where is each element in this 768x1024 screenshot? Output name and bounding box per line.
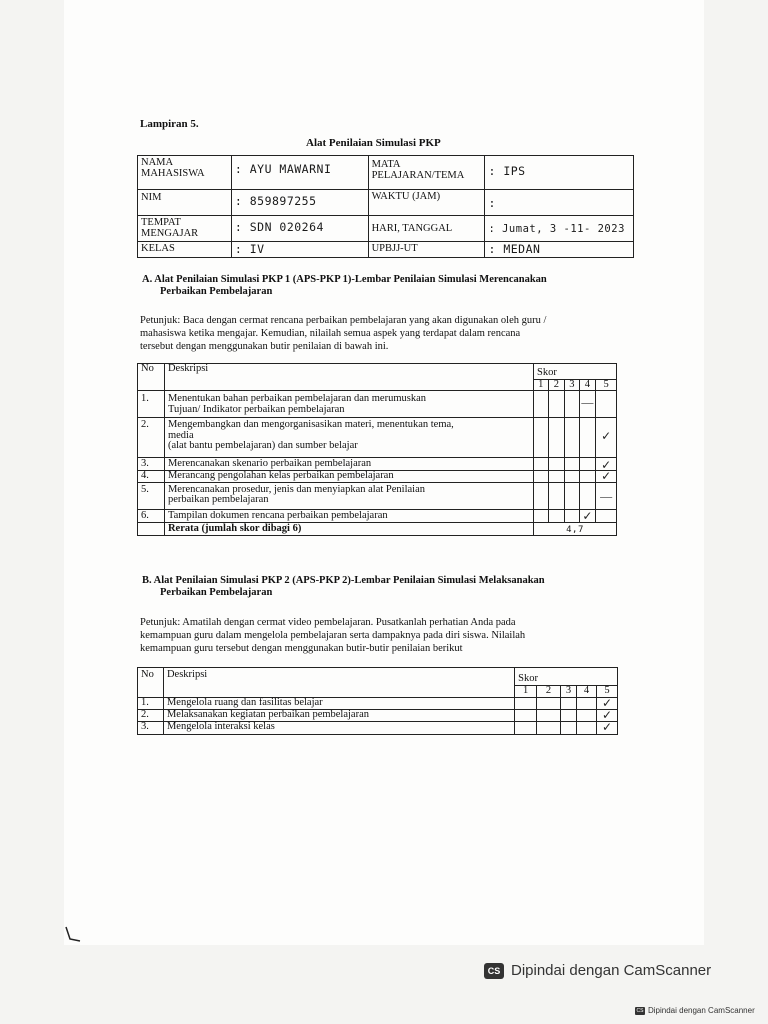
score-5: 5 bbox=[596, 379, 617, 391]
table-row bbox=[138, 471, 617, 483]
lampiran-label: Lampiran 5. bbox=[140, 118, 199, 130]
row-no: 1. bbox=[138, 698, 164, 710]
camscanner-logo-icon: CS bbox=[484, 963, 504, 979]
table-row bbox=[138, 722, 618, 735]
row-desc: Merencanakan skenario perbaikan pembelajaran bbox=[164, 458, 533, 471]
kelas-value: : IV bbox=[231, 242, 368, 258]
mapel-value: : IPS bbox=[485, 156, 634, 190]
table-row bbox=[138, 458, 617, 471]
hari-value: : Jumat, 3 -11- 2023 bbox=[485, 216, 634, 242]
nim-value: : 859897255 bbox=[231, 190, 368, 216]
check-mark: ✓ bbox=[596, 418, 617, 458]
table-row bbox=[138, 710, 618, 722]
table-row bbox=[138, 391, 617, 418]
assessment-table-a bbox=[137, 363, 617, 536]
row-no: 6. bbox=[138, 509, 165, 522]
score-4: 4 bbox=[579, 379, 596, 391]
waktu-label: WAKTU (JAM) bbox=[368, 190, 485, 216]
mapel-label: MATA PELAJARAN/TEMA bbox=[368, 156, 485, 190]
section-a-petunjuk-3: tersebut dengan menggunakan butir penilaian di bawah ini. bbox=[140, 341, 389, 352]
score-3: 3 bbox=[565, 379, 580, 391]
section-b-heading-1: B. Alat Penilaian Simulasi PKP 2 (APS-PKP 2)-Lembar Penilaian Simulasi Melaksanakan bbox=[142, 575, 545, 586]
section-b-petunjuk-1: Petunjuk: Amatilah dengan cermat video pembelajaran. Pusatkanlah perhatian Anda pada bbox=[140, 617, 516, 628]
score-2: 2 bbox=[548, 379, 565, 391]
section-a-heading-2: Perbaikan Pembelajaran bbox=[160, 286, 273, 297]
upbjj-value: : MEDAN bbox=[485, 242, 634, 258]
score-3: 3 bbox=[561, 686, 577, 698]
nama-label: NAMA MAHASISWA bbox=[138, 156, 232, 190]
row-desc: Mengelola ruang dan fasilitas belajar bbox=[163, 698, 514, 710]
col-no: No bbox=[138, 668, 164, 698]
camscanner-text-small: Dipindai dengan CamScanner bbox=[648, 1006, 755, 1015]
section-b-heading-2: Perbaikan Pembelajaran bbox=[160, 587, 273, 598]
row-desc: Melaksanakan kegiatan perbaikan pembelajaran bbox=[163, 710, 514, 722]
row-no: 4. bbox=[138, 471, 165, 483]
rerata-value: 4,7 bbox=[534, 522, 617, 536]
row-no: 3. bbox=[138, 722, 164, 735]
table-row bbox=[138, 482, 617, 509]
hari-label: HARI, TANGGAL bbox=[368, 216, 485, 242]
check-mark: ✓ bbox=[596, 710, 617, 722]
check-mark: ✓ bbox=[579, 509, 596, 522]
row-no: 2. bbox=[138, 710, 164, 722]
nama-value: : AYU MAWARNI bbox=[231, 156, 368, 190]
row-desc bbox=[164, 482, 533, 509]
table-row bbox=[138, 698, 618, 710]
row-desc bbox=[164, 418, 533, 458]
table-row bbox=[138, 418, 617, 458]
nim-label: NIM bbox=[138, 190, 232, 216]
score-4: 4 bbox=[577, 686, 597, 698]
tempat-label: TEMPAT MENGAJAR bbox=[138, 216, 232, 242]
camscanner-text: Dipindai dengan CamScanner bbox=[511, 962, 712, 979]
check-mark: — bbox=[579, 391, 596, 418]
check-mark: ✓ bbox=[596, 458, 617, 471]
row-desc: Mengelola interaksi kelas bbox=[163, 722, 514, 735]
col-no: No bbox=[138, 364, 165, 391]
row-desc: Tampilan dokumen rencana perbaikan pembelajaran bbox=[164, 509, 533, 522]
rerata-label: Rerata (jumlah skor dibagi 6) bbox=[164, 522, 533, 536]
section-a-petunjuk-1: Petunjuk: Baca dengan cermat rencana perbaikan pembelajaran yang akan digunakan oleh guru / bbox=[140, 315, 547, 326]
camscanner-logo-small-icon: CS bbox=[636, 1007, 644, 1014]
row-desc-line: (alat bantu pembelajaran) dan sumber belajar bbox=[167, 440, 358, 451]
check-mark: — bbox=[596, 482, 617, 509]
col-skor: Skor bbox=[534, 364, 617, 380]
table-row bbox=[138, 509, 617, 522]
camscanner-watermark bbox=[484, 962, 711, 979]
upbjj-label: UPBJJ-UT bbox=[368, 242, 485, 258]
table-row bbox=[138, 522, 617, 536]
check-mark: ✓ bbox=[596, 722, 617, 735]
score-2: 2 bbox=[537, 686, 561, 698]
corner-crop-mark-icon bbox=[64, 925, 84, 945]
row-desc-line: perbaikan pembelajaran bbox=[167, 494, 269, 505]
section-a-petunjuk-2: mahasiswa ketika mengajar. Kemudian, nilailah semua aspek yang terdapat dalam rencana bbox=[140, 328, 521, 339]
kelas-label: KELAS bbox=[138, 242, 232, 258]
check-mark: ✓ bbox=[596, 698, 617, 710]
row-no: 1. bbox=[138, 391, 165, 418]
section-a-heading-1: A. Alat Penilaian Simulasi PKP 1 (APS-PKP 1)-Lembar Penilaian Simulasi Merencanakan bbox=[142, 274, 547, 285]
tempat-value: : SDN 020264 bbox=[231, 216, 368, 242]
row-desc bbox=[164, 391, 533, 418]
row-desc-line: Tujuan/ Indikator perbaikan pembelajaran bbox=[167, 403, 345, 415]
row-no: 3. bbox=[138, 458, 165, 471]
score-1: 1 bbox=[534, 379, 549, 391]
section-b-petunjuk-3: kemampuan guru tersebut dengan menggunakan butir-butir penilaian berikut bbox=[140, 643, 463, 654]
row-no: 5. bbox=[138, 482, 165, 509]
camscanner-watermark-small bbox=[635, 1006, 755, 1015]
assessment-table-b bbox=[137, 667, 618, 735]
document-title: Alat Penilaian Simulasi PKP bbox=[306, 137, 441, 149]
row-desc-line: Menentukan bahan perbaikan pembelajaran dan merumuskan bbox=[167, 393, 426, 404]
score-1: 1 bbox=[515, 686, 537, 698]
col-deskripsi: Deskripsi bbox=[163, 668, 514, 698]
row-desc-line: media bbox=[167, 429, 194, 441]
row-no: 2. bbox=[138, 418, 165, 458]
waktu-value: : bbox=[485, 190, 634, 216]
row-desc: Merancang pengolahan kelas perbaikan pembelajaran bbox=[164, 471, 533, 483]
identity-table bbox=[137, 155, 634, 258]
col-skor: Skor bbox=[515, 668, 618, 686]
check-mark: ✓ bbox=[596, 471, 617, 483]
section-b-petunjuk-2: kemampuan guru dalam mengelola pembelajaran serta dampaknya pada diri siswa. Nilailah bbox=[140, 630, 526, 641]
row-desc-line: Mengembangkan dan mengorganisasikan materi, menentukan tema, bbox=[167, 419, 454, 430]
score-5: 5 bbox=[596, 686, 617, 698]
row-desc-line: Merencanakan prosedur, jenis dan menyiapkan alat Penilaian bbox=[167, 483, 425, 495]
col-deskripsi: Deskripsi bbox=[164, 364, 533, 391]
